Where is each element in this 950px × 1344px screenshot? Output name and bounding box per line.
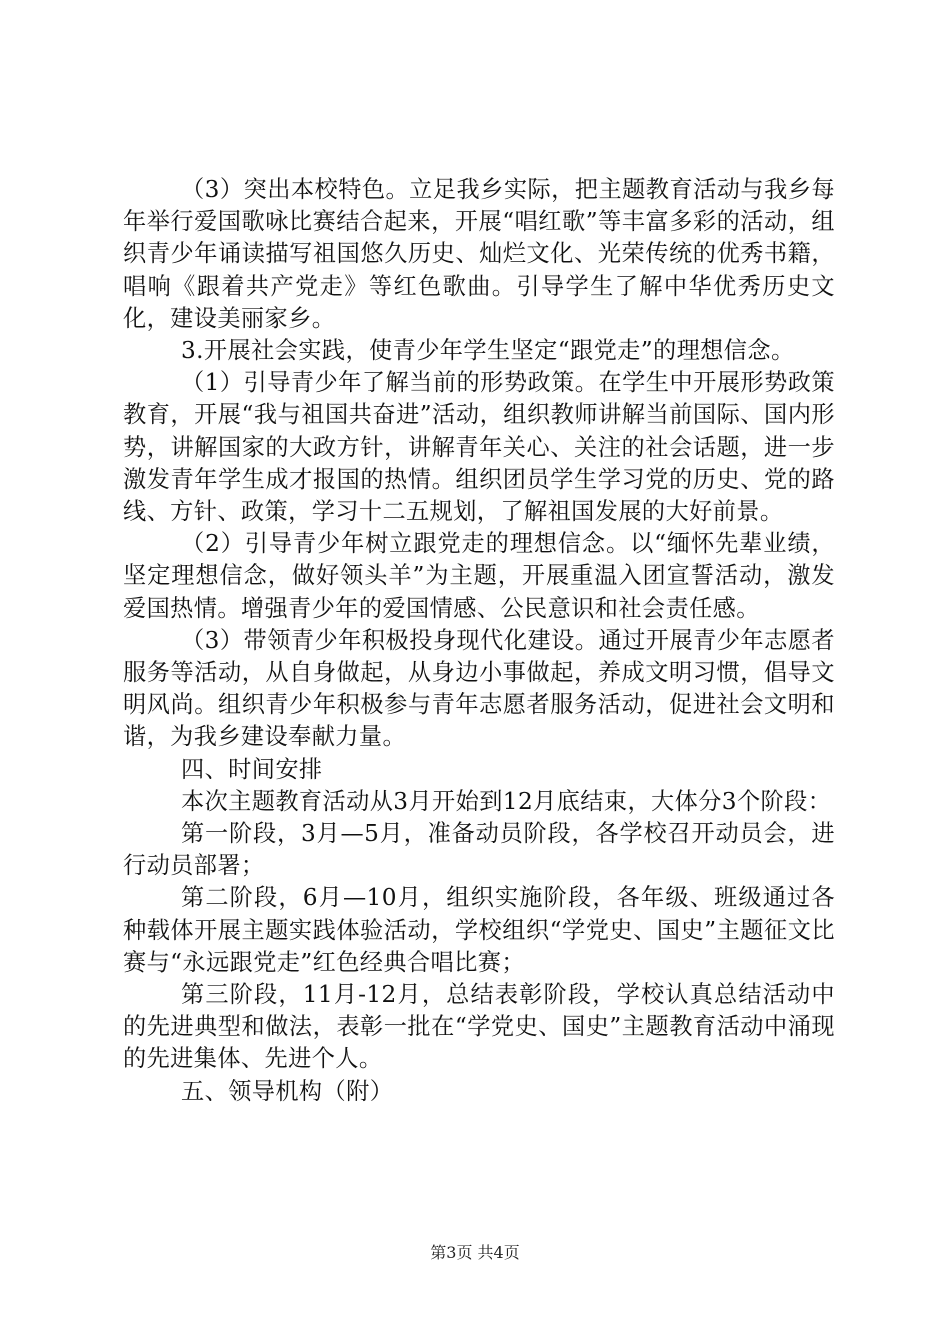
paragraph-stage-one: 第一阶段，3月—5月，准备动员阶段，各学校召开动员会，进行动员部署；: [123, 820, 835, 880]
document-body: [123, 174, 835, 1108]
paragraph-ideals-beliefs: （2）引导青少年树立跟党走的理想信念。以“缅怀先辈业绩，坚定理想信念，做好领头羊”为主题，开展重温入团宣誓活动，激发爱国热情。增强青少年的爱国情感、公民意识和社会责任感。: [123, 530, 835, 622]
paragraph-feature-school: （3）突出本校特色。立足我乡实际，把主题教育活动与我乡每年举行爱国歌咏比赛结合起来，开展“唱红歌”等丰富多彩的活动，组织青少年诵读描写祖国悠久历史、灿烂文化、光荣传统的优秀书籍，唱响《跟着共产党走》等红色歌曲。引导学生了解中华优秀历史文化，建设美丽家乡。: [123, 176, 835, 332]
section-heading-schedule: 四、时间安排: [181, 755, 323, 783]
page-number-footer: 第3页 共4页: [430, 1243, 520, 1262]
paragraph-modernization: （3）带领青少年积极投身现代化建设。通过开展青少年志愿者服务等活动，从自身做起，从身边小事做起，养成文明习惯，倡导文明风尚。组织青少年积极参与青年志愿者服务活动，促进社会文明和谐，为我乡建设奉献力量。: [123, 626, 835, 751]
paragraph-social-practice-heading: 3.开展社会实践，使青少年学生坚定“跟党走”的理想信念。: [181, 337, 795, 365]
paragraph-schedule-overview: 本次主题教育活动从3月开始到12月底结束，大体分3个阶段：: [181, 787, 832, 815]
paragraph-stage-three: 第三阶段，11月-12月，总结表彰阶段，学校认真总结活动中的先进典型和做法，表彰一批在“学党史、国史”主题教育活动中涌现的先进集体、先进个人。: [123, 981, 835, 1073]
section-heading-leadership: 五、领导机构（附）: [181, 1077, 394, 1105]
paragraph-stage-two: 第二阶段，6月—10月，组织实施阶段，各年级、班级通过各种载体开展主题实践体验活动，学校组织“学党史、国史”主题征文比赛与“永远跟党走”红色经典合唱比赛；: [123, 884, 835, 976]
paragraph-policy-education: （1）引导青少年了解当前的形势政策。在学生中开展形势政策教育，开展“我与祖国共奋进”活动，组织教师讲解当前国际、国内形势，讲解国家的大政方针，讲解青年关心、关注的社会话题，进一步激发青年学生成才报国的热情。组织团员学生学习党的历史、党的路线、方针、政策，学习十二五规划，了解祖国发展的大好前景。: [123, 369, 835, 526]
